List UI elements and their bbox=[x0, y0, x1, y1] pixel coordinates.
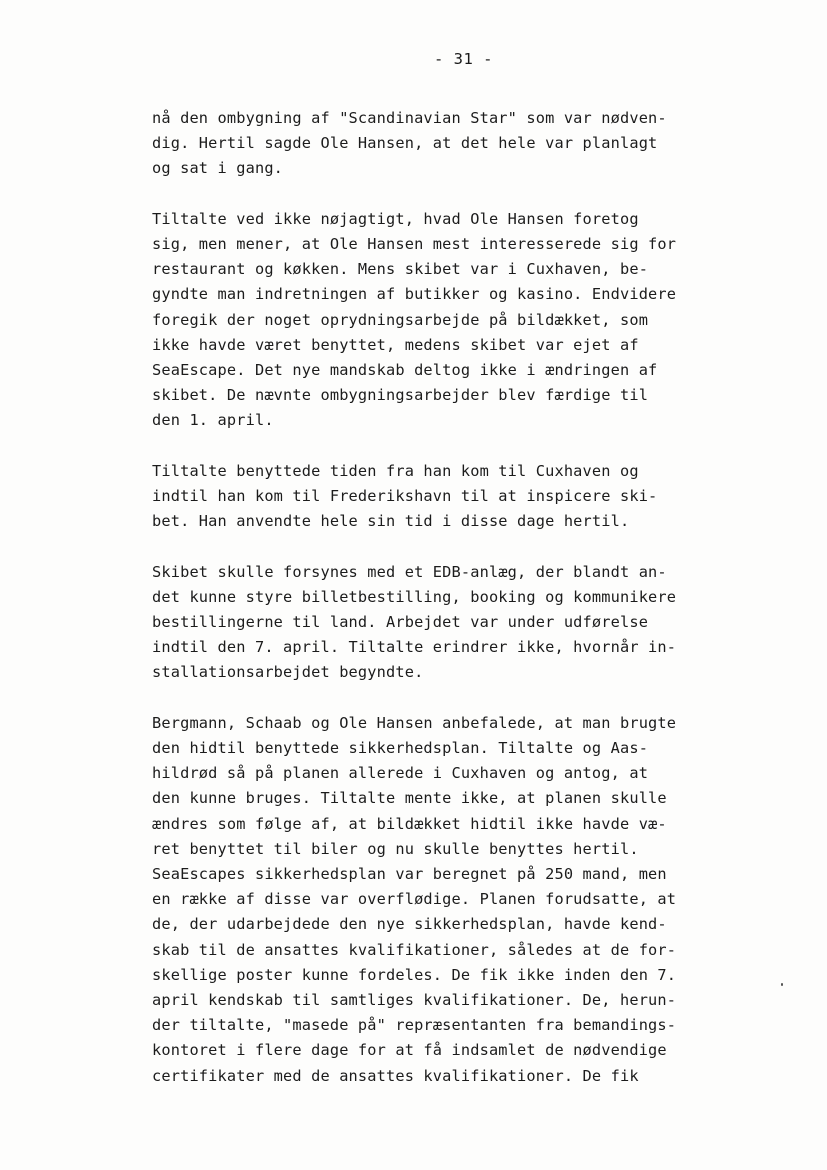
paragraph bbox=[152, 560, 742, 686]
text-line: den 1. april. bbox=[152, 411, 274, 430]
paragraph bbox=[152, 711, 742, 1089]
paragraph bbox=[152, 106, 742, 182]
text-line: sig, men mener, at Ole Hansen mest interesserede sig for bbox=[152, 235, 677, 253]
text-line: en række af disse var overflødige. Planen forudsatte, at bbox=[152, 890, 677, 909]
text-line: Bergmann, Schaab og Ole Hansen anbefalede, at man brugte bbox=[152, 713, 677, 732]
text-line: dig. Hertil sagde Ole Hansen, at det hele var planlagt bbox=[152, 134, 658, 153]
text-line: hildrød så på planen allerede i Cuxhaven og antog, at bbox=[152, 764, 649, 783]
text-line: nå den ombygning af "Scandinavian Star" som var nødven- bbox=[152, 109, 667, 127]
text-line: Tiltalte ved ikke nøjagtigt, hvad Ole Hansen foretog bbox=[152, 209, 639, 228]
text-line: skibet. De nævnte ombygningsarbejder blev færdige til bbox=[152, 386, 649, 405]
text-line: foregik der noget oprydningsarbejde på bildækket, som bbox=[152, 310, 649, 329]
text-line: ikke havde været benyttet, medens skibet var ejet af bbox=[152, 335, 639, 354]
text-line: det kunne styre billetbestilling, booking og kommunikere bbox=[152, 587, 677, 606]
body-text bbox=[152, 106, 742, 1114]
paragraph bbox=[152, 207, 742, 434]
scan-speck bbox=[781, 983, 783, 986]
text-line: bet. Han anvendte hele sin tid i disse dage hertil. bbox=[152, 512, 630, 531]
text-line: den kunne bruges. Tiltalte mente ikke, at planen skulle bbox=[152, 789, 667, 808]
text-line: der tiltalte, "masede på" repræsentanten fra bemandings- bbox=[152, 1016, 677, 1035]
text-line: april kendskab til samtliges kvalifikationer. De, herun- bbox=[152, 991, 677, 1010]
paragraph bbox=[152, 459, 742, 535]
text-line: Skibet skulle forsynes med et EDB-anlæg, der blandt an- bbox=[152, 562, 667, 581]
text-line: indtil han kom til Frederikshavn til at inspicere ski- bbox=[152, 487, 658, 506]
text-line: skab til de ansattes kvalifikationer, således at de for- bbox=[152, 940, 677, 959]
text-line: den hidtil benyttede sikkerhedsplan. Tiltalte og Aas- bbox=[152, 739, 649, 758]
text-line: ændres som følge af, at bildækket hidtil ikke havde væ- bbox=[152, 814, 667, 833]
text-line: certifikater med de ansattes kvalifikationer. De fik bbox=[152, 1066, 639, 1085]
text-line: Tiltalte benyttede tiden fra han kom til Cuxhaven og bbox=[152, 461, 639, 480]
text-line: SeaEscapes sikkerhedsplan var beregnet på 250 mand, men bbox=[152, 865, 667, 884]
text-line: kontoret i flere dage for at få indsamlet de nødvendige bbox=[152, 1041, 667, 1060]
text-line: ret benyttet til biler og nu skulle benyttes hertil. bbox=[152, 839, 639, 858]
text-line: restaurant og køkken. Mens skibet var i Cuxhaven, be- bbox=[152, 260, 649, 279]
text-line: gyndte man indretningen af butikker og kasino. Endvidere bbox=[152, 285, 677, 304]
text-line: bestillingerne til land. Arbejdet var under udførelse bbox=[152, 613, 649, 632]
text-line: og sat i gang. bbox=[152, 159, 284, 178]
text-line: de, der udarbejdede den nye sikkerhedsplan, havde kend- bbox=[152, 915, 667, 934]
page-number: - 31 - bbox=[434, 50, 493, 68]
text-line: SeaEscape. Det nye mandskab deltog ikke i ændringen af bbox=[152, 361, 658, 380]
text-line: stallationsarbejdet begyndte. bbox=[152, 663, 424, 682]
text-line: indtil den 7. april. Tiltalte erindrer ikke, hvornår in- bbox=[152, 638, 677, 657]
text-line: skellige poster kunne fordeles. De fik ikke inden den 7. bbox=[152, 965, 677, 984]
